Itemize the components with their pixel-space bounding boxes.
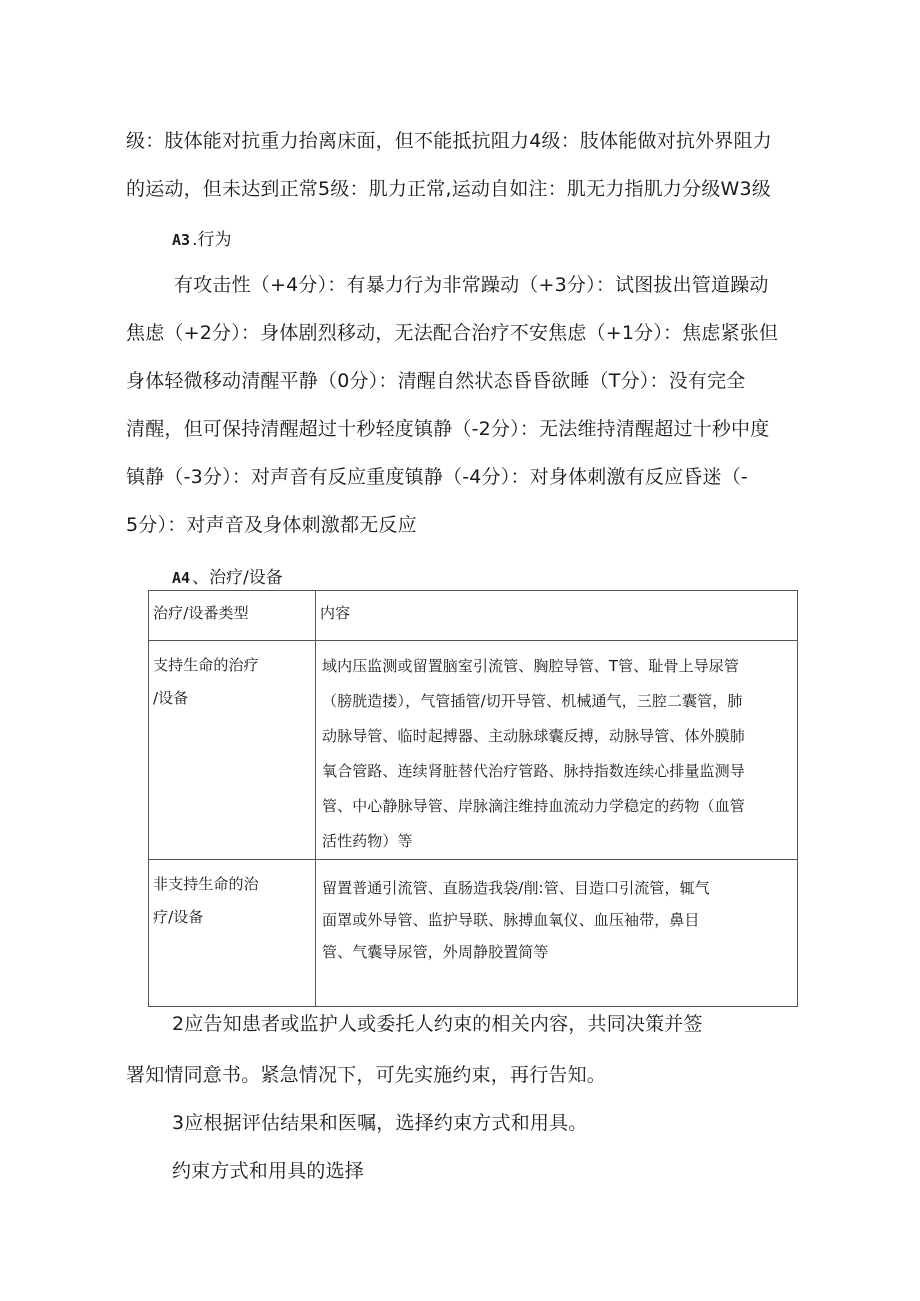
header-content-label: 内容 (320, 604, 351, 622)
behavior-line-3: 身体轻微移动清醒平静（0分）：清醒自然状态昏昏欲睡（T分）：没有完全 (126, 370, 746, 392)
restraint-selection-heading: 约束方式和用具的选择 (172, 1160, 365, 1182)
row1-content-line: 域内压监测或留置脑室引流管、胸腔导管、T管、耻骨上导尿管 (322, 657, 739, 675)
section-a4-heading (172, 567, 283, 589)
row1-content-line: 管、中心静脉导管、岸脉滴注维持血流动力学稳定的药物（血管 (322, 797, 745, 815)
row2-category-line: 疗/设备 (153, 908, 204, 926)
row1-content-line: 活性药物）等 (322, 832, 413, 850)
row2-category-cell (149, 860, 316, 1007)
behavior-line-1: 有攻击性（+4分）：有暴力行为非常躁动（+3分）：试图拔出管道躁动 (174, 274, 769, 296)
row1-category-line: /设备 (153, 689, 189, 707)
row1-content-cell (316, 641, 798, 860)
section-a3-heading (172, 229, 231, 251)
header-type-label: 治疗/设番类型 (153, 604, 249, 622)
row2-content-cell (316, 860, 798, 1007)
muscle-paragraph-line-2: 的运动，但未达到正常5级：肌力正常,运动自如注：肌无力指肌力分级W3级 (126, 178, 772, 200)
paragraph-2-line-2: 署知情同意书。紧急情况下，可先实施约束，再行告知。 (126, 1064, 607, 1086)
behavior-line-5: 镇静（-3分）：对声音有反应重度镇静（-4分）：对身体刺激有反应昏迷（- (126, 466, 748, 488)
row1-category-line: 支持生命的治疗 (153, 656, 259, 674)
behavior-line-6: 5分）：对声音及身体刺激都无反应 (126, 514, 417, 536)
section-a3-title: .行为 (192, 230, 232, 250)
header-cell-content (316, 591, 798, 641)
header-cell-type (149, 591, 316, 641)
row1-category-cell (149, 641, 316, 860)
row1-content-line: （膀胱造搂），气管插管/切开导管、机械通气，三腔二囊管，肺 (322, 692, 743, 710)
muscle-paragraph-line-1: 级：肢体能对抗重力抬离床面，但不能抵抗阻力4级：肢体能做对抗外界阻力 (126, 130, 772, 152)
row2-content-line: 管、气囊导尿管，外周静胶置简等 (322, 943, 549, 961)
behavior-line-4: 清醒，但可保持清醒超过十秒轻度镇静（-2分）：无法维持清醒超过十秒中度 (126, 418, 770, 440)
paragraph-2-line-1: 2应告知患者或监护人或委托人约束的相关内容，共同决策并签 (172, 1013, 703, 1035)
paragraph-3: 3应根据评估结果和医嘱，选择约束方式和用具。 (172, 1112, 588, 1134)
section-a3-code: A3 (172, 231, 191, 249)
row2-category-line: 非支持生命的治 (153, 875, 259, 893)
row2-content-line: 留置普通引流管、直肠造我袋/削:管、目造口引流管，辄气 (322, 879, 710, 897)
table-header-row (149, 591, 798, 641)
row2-content-line: 面罩或外导管、监护导联、脉搏血氧仪、血压袖带，鼻目 (322, 911, 700, 929)
table-row (149, 641, 798, 860)
treatment-equipment-table (148, 590, 798, 1007)
section-a4-code: A4 (172, 569, 191, 587)
table-row (149, 860, 798, 1007)
behavior-line-2: 焦虑（+2分）：身体剧烈移动，无法配合治疗不安焦虑（+1分）：焦虑紧张但 (126, 322, 779, 344)
row1-content-line: 氧合管路、连续肾脏替代治疗管路、脉持指数连续心排量监测导 (322, 762, 745, 780)
row1-content-line: 动脉导管、临时起搏器、主动脉球囊反搏，动脉导管、体外膜肺 (322, 727, 745, 745)
section-a4-title: 、治疗/设备 (192, 568, 283, 588)
